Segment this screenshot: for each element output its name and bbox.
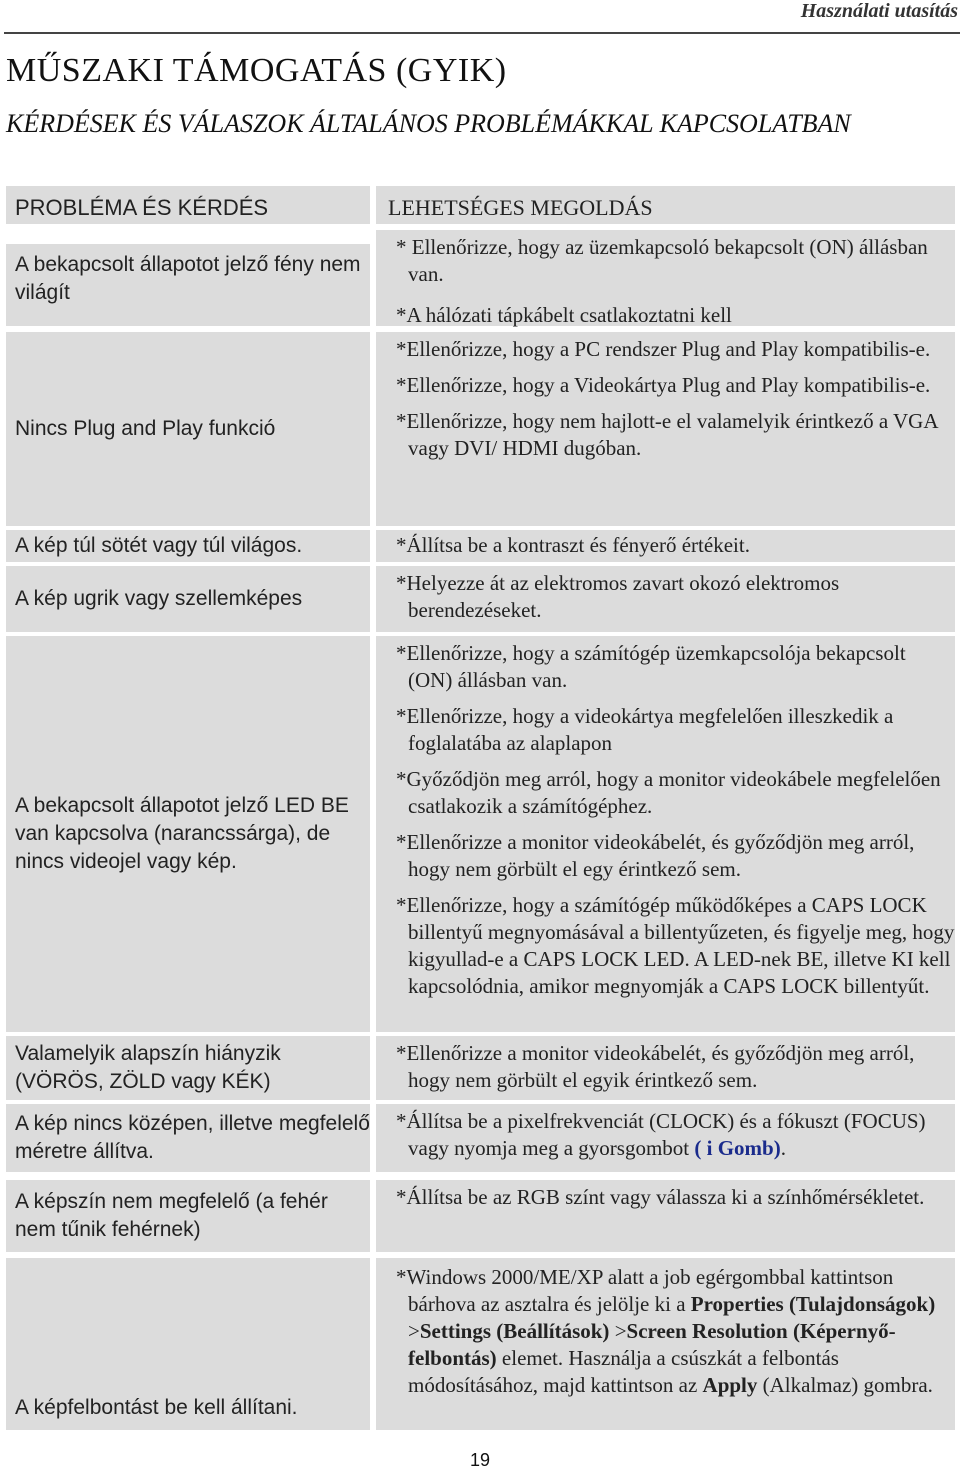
solution-item: *Windows 2000/ME/XP alatt a job egérgombbal kattintson bárhova az asztalra és jelölje ki a Properties (Tulajdonságok) >Settings (Beállítások) >Screen Resolution (Képernyő-felbontás) elemet. Használja a csúszkát a felbontás módosításához, majd kattintson az Apply (Alkalmaz) gombra. bbox=[396, 1265, 936, 1397]
header-label: Használati utasítás bbox=[800, 0, 958, 22]
solution-missing-color bbox=[376, 1036, 955, 1100]
solution-no-signal bbox=[376, 636, 955, 1032]
solution-not-centered bbox=[376, 1104, 955, 1172]
column-header-problem: PROBLÉMA ÉS KÉRDÉS bbox=[6, 186, 370, 224]
solution-item: *Helyezze át az elektromos zavart okozó elektromos berendezéseket. bbox=[396, 571, 840, 622]
page-title: MŰSZAKI TÁMOGATÁS (GYIK) bbox=[6, 52, 507, 89]
solution-item: *Ellenőrizze, hogy a számítógép üzemkapcsolója bekapcsolt (ON) állásban van. bbox=[396, 641, 906, 692]
solution-item: *Ellenőrizze a monitor videokábelét, és győződjön meg arról, hogy nem görbült el egyik érintkező sem. bbox=[396, 1041, 915, 1092]
problem-white-color: A képszín nem megfelelő (a fehér nem tűnik fehérnek) bbox=[6, 1180, 370, 1252]
problem-resolution: A képfelbontást be kell állítani. bbox=[6, 1258, 370, 1430]
solution-item: * Ellenőrizze, hogy az üzemkapcsoló bekapcsolt (ON) állásban van. bbox=[396, 235, 928, 286]
solution-plug-and-play bbox=[376, 332, 955, 526]
solution-resolution bbox=[376, 1258, 955, 1430]
solution-item: *Ellenőrizze a monitor videokábelét, és győződjön meg arról, hogy nem görbült el egy érintkező sem. bbox=[396, 830, 915, 881]
solution-item: *Állítsa be a kontraszt és fényerő értékeit. bbox=[396, 533, 750, 557]
page-number: 19 bbox=[470, 1450, 491, 1470]
problem-brightness: A kép túl sötét vagy túl világos. bbox=[6, 530, 370, 562]
problem-no-signal: A bekapcsolt állapotot jelző LED BE van kapcsolva (narancssárga), de nincs videojel vagy kép. bbox=[6, 636, 370, 1032]
solution-power-light bbox=[376, 230, 955, 326]
problem-power-light: A bekapcsolt állapotot jelző fény nem világít bbox=[6, 244, 370, 326]
column-header-solution: LEHETSÉGES MEGOLDÁS bbox=[376, 186, 955, 224]
solution-brightness bbox=[376, 530, 955, 562]
solution-item: *Ellenőrizze, hogy a számítógép működőképes a CAPS LOCK billentyű megnyomásával a billentyűzeten, és figyelje meg, hogy kigyullad-e a CAPS LOCK LED. A LED-nek BE, illetve KI kell kapcsolódnia, amikor megnyomják a CAPS LOCK billentyűt. bbox=[396, 893, 955, 998]
page-subtitle: KÉRDÉSEK ÉS VÁLASZOK ÁLTALÁNOS PROBLÉMÁKKAL KAPCSOLATBAN bbox=[6, 109, 851, 138]
solution-white-color bbox=[376, 1180, 955, 1252]
solution-item: *Győződjön meg arról, hogy a monitor videokábele megfelelően csatlakozik a számítógéphez. bbox=[396, 767, 941, 818]
problem-ghosting: A kép ugrik vagy szellemképes bbox=[6, 566, 370, 632]
problem-plug-and-play: Nincs Plug and Play funkció bbox=[6, 332, 370, 526]
solution-item: *Ellenőrizze, hogy a PC rendszer Plug and Play kompatibilis-e. bbox=[396, 337, 931, 361]
solution-item: *Ellenőrizze, hogy a videokártya megfelelően illeszkedik a foglalatába az alaplapon bbox=[396, 704, 894, 755]
solution-item: *Ellenőrizze, hogy nem hajlott-e el valamelyik érintkező a VGA vagy DVI/ HDMI dugóban. bbox=[396, 409, 938, 460]
solution-item: *A hálózati tápkábelt csatlakoztatni kell bbox=[396, 303, 732, 327]
quick-button-reference: ( i Gomb) bbox=[694, 1136, 781, 1160]
problem-missing-color: Valamelyik alapszín hiányzik (VÖRÖS, ZÖLD vagy KÉK) bbox=[6, 1036, 370, 1100]
solution-item: *Állítsa be az RGB színt vagy válassza ki a színhőmérsékletet. bbox=[396, 1185, 925, 1209]
solution-ghosting bbox=[376, 566, 955, 632]
header-rule bbox=[4, 32, 960, 34]
solution-item: *Ellenőrizze, hogy a Videokártya Plug and Play kompatibilis-e. bbox=[396, 373, 931, 397]
solution-item: *Állítsa be a pixelfrekvenciát (CLOCK) és a fókuszt (FOCUS) vagy nyomja meg a gyorsgombot ( i Gomb). bbox=[396, 1109, 926, 1160]
problem-not-centered: A kép nincs középen, illetve megfelelő méretre állítva. bbox=[6, 1104, 370, 1172]
